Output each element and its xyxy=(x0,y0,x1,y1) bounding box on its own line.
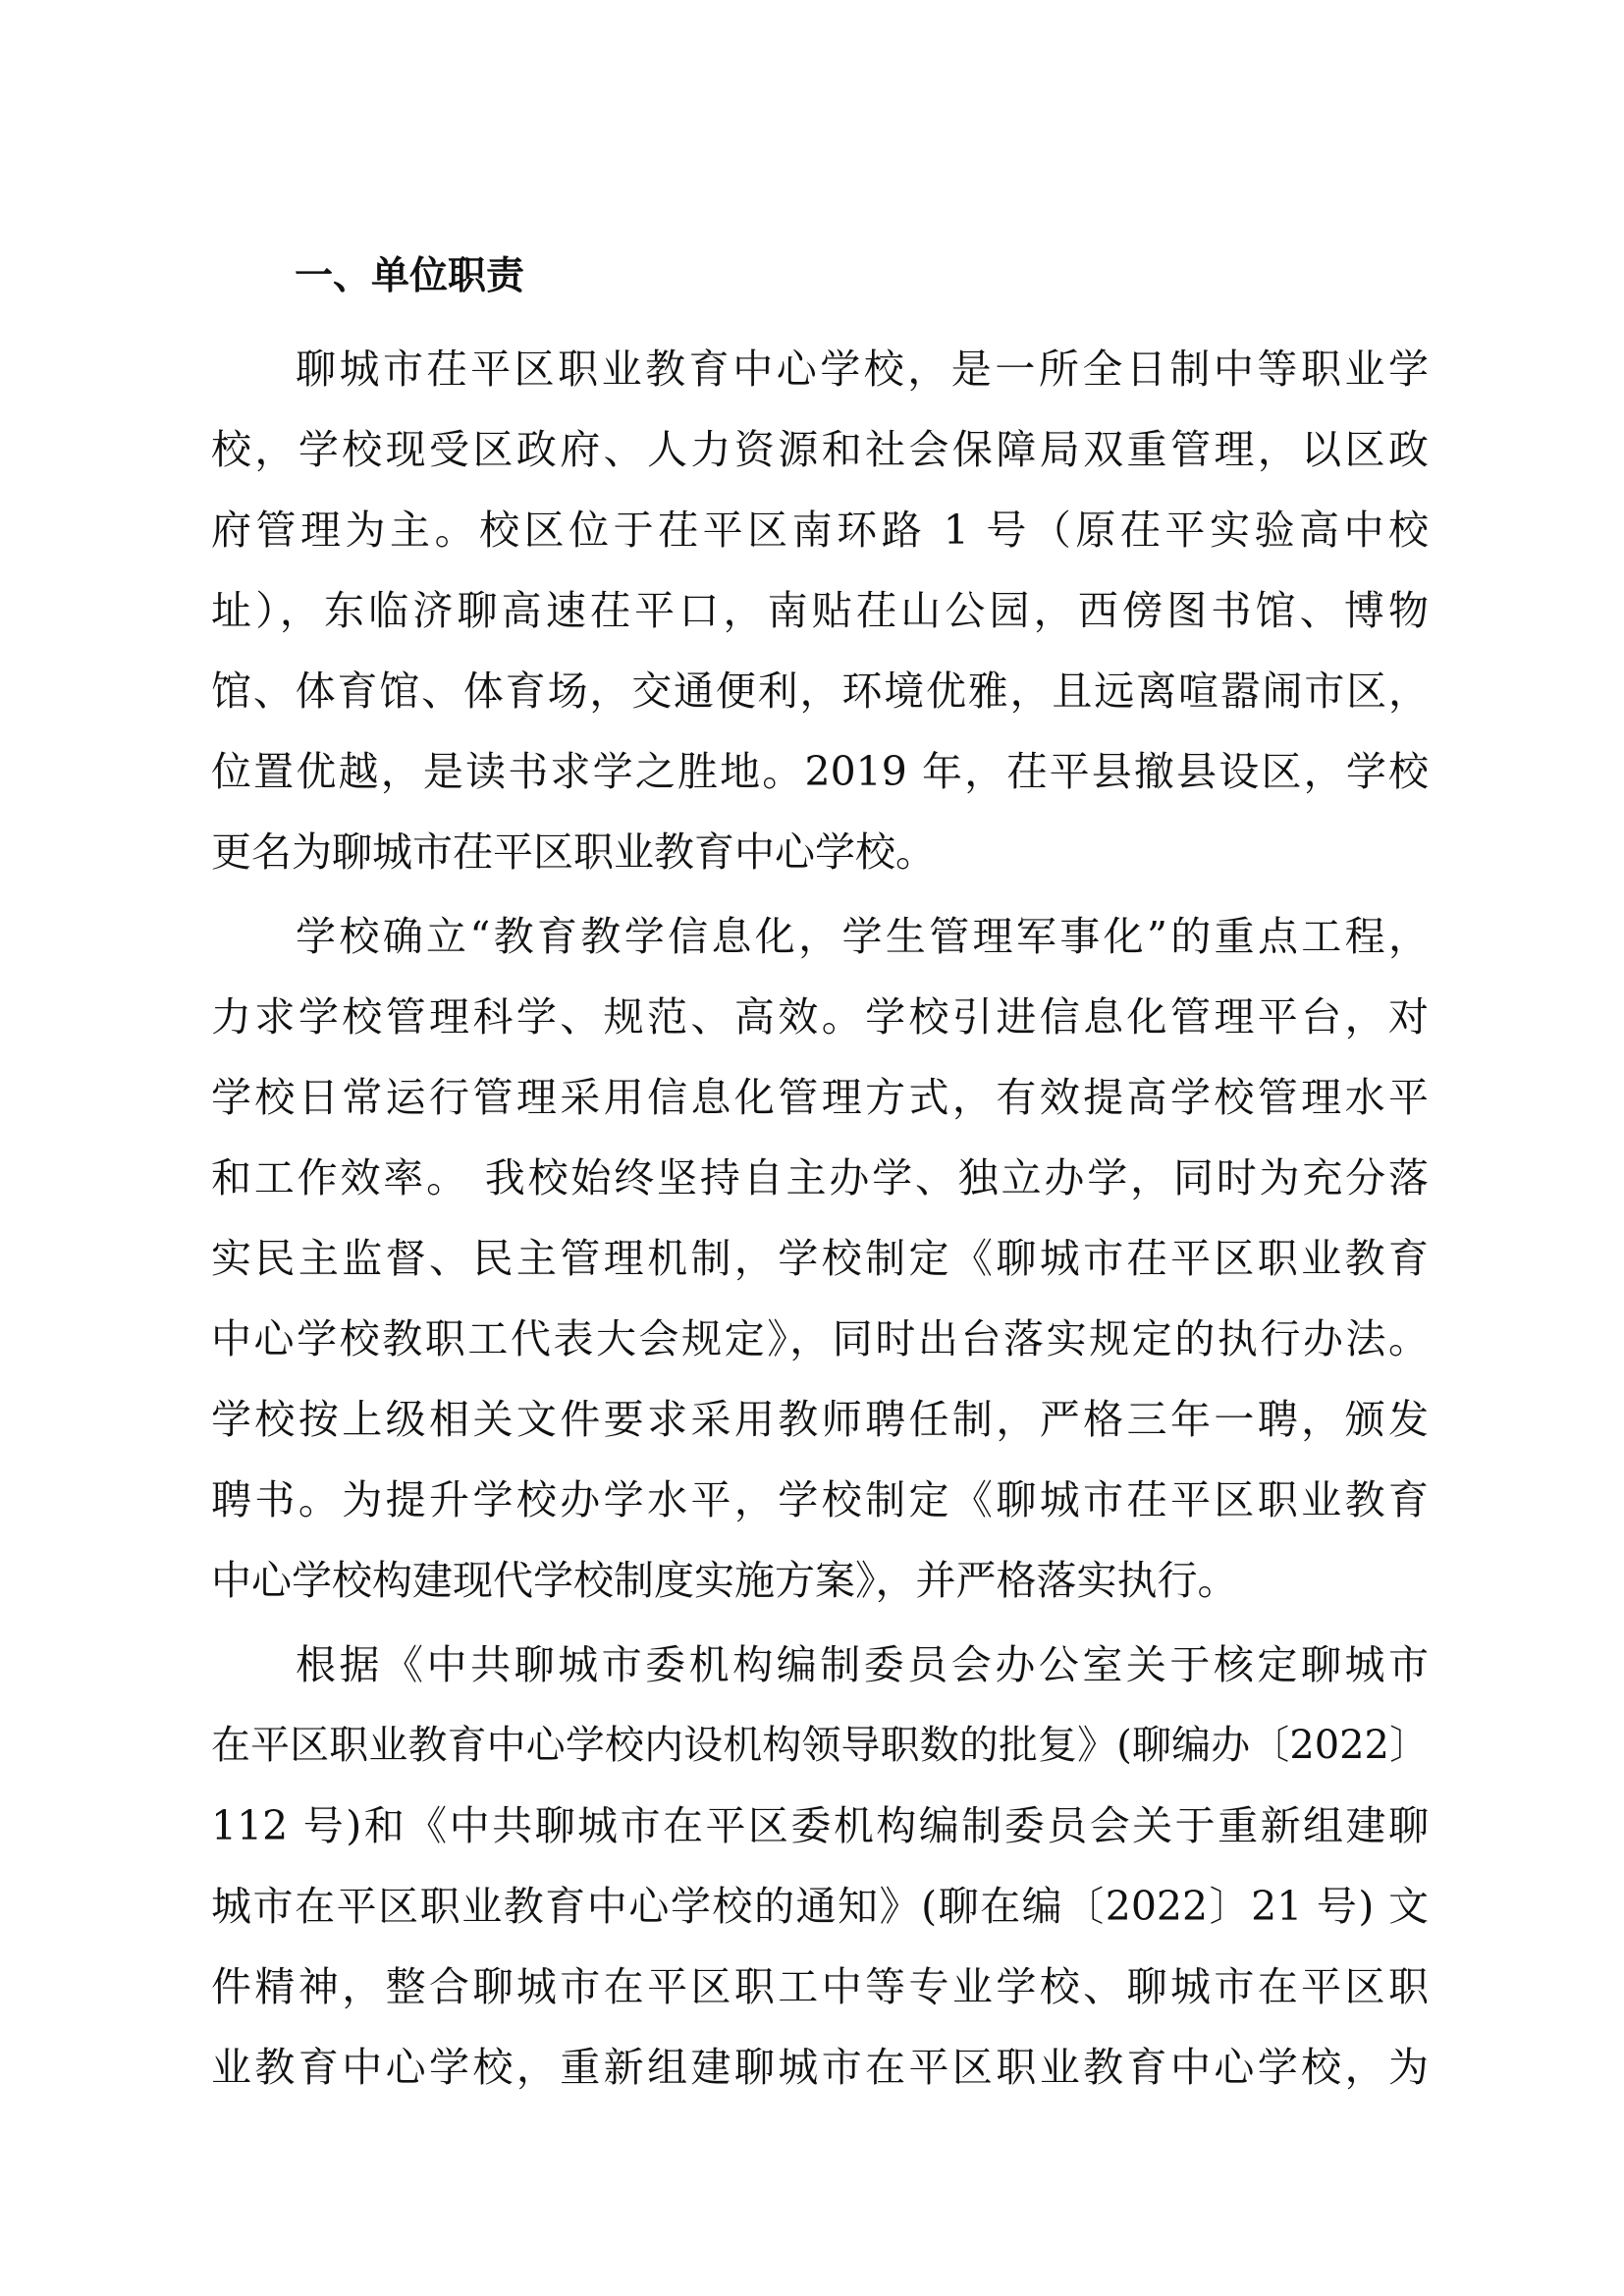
document-body xyxy=(211,329,1429,2108)
text-line: 学校确立“教育教学信息化，学生管理军事化”的重点工程， xyxy=(296,913,1429,960)
text-line: 更名为聊城市茌平区职业教育中心学校。 xyxy=(211,828,936,876)
text-line: 实民主监督、民主管理机制，学校制定《聊城市茌平区职业教育 xyxy=(211,1235,1429,1282)
text-line: 学校日常运行管理采用信息化管理方式，有效提高学校管理水平 xyxy=(211,1074,1429,1121)
text-line: 112 号)和《中共聊城市在平区委机构编制委员会关于重新组建聊 xyxy=(211,1802,1429,1849)
text-line: 校，学校现受区政府、人力资源和社会保障局双重管理，以区政 xyxy=(211,426,1429,473)
text-line: 学校按上级相关文件要求采用教师聘任制，严格三年一聘，颁发 xyxy=(211,1396,1429,1443)
text-line: 和工作效率。 我校始终坚持自主办学、独立办学，同时为充分落 xyxy=(211,1154,1429,1201)
section-heading: 一、单位职责 xyxy=(295,254,525,298)
text-line: 中心学校构建现代学校制度实施方案》，并严格落实执行。 xyxy=(211,1557,1238,1604)
text-line: 城市在平区职业教育中心学校的通知》(聊在编〔2022〕21 号) 文 xyxy=(211,1883,1429,1930)
text-line: 聊城市茌平区职业教育中心学校，是一所全日制中等职业学 xyxy=(296,346,1429,393)
text-line: 根据《中共聊城市委机构编制委员会办公室关于核定聊城市 xyxy=(296,1641,1429,1688)
text-line: 中心学校教职工代表大会规定》，同时出台落实规定的执行办法。 xyxy=(211,1315,1429,1362)
text-line: 址），东临济聊高速茌平口，南贴茌山公园，西傍图书馆、博物 xyxy=(211,587,1429,634)
text-line: 力求学校管理科学、规范、高效。学校引进信息化管理平台，对 xyxy=(211,993,1429,1041)
text-line: 位置优越，是读书求学之胜地。2019 年，茌平县撤县设区，学校 xyxy=(211,748,1429,795)
text-line: 馆、体育馆、体育场，交通便利，环境优雅，且远离喧嚣闹市区， xyxy=(211,667,1429,715)
text-line: 件精神，整合聊城市在平区职工中等专业学校、聊城市在平区职 xyxy=(211,1963,1429,2010)
text-line: 业教育中心学校，重新组建聊城市在平区职业教育中心学校，为 xyxy=(211,2044,1429,2091)
text-line: 在平区职业教育中心学校内设机构领导职数的批复》(聊编办〔2022〕 xyxy=(211,1723,1429,1768)
text-line: 府管理为主。校区位于茌平区南环路 1 号（原茌平实验高中校 xyxy=(211,507,1429,554)
text-line: 聘书。为提升学校办学水平，学校制定《聊城市茌平区职业教育 xyxy=(211,1476,1429,1523)
